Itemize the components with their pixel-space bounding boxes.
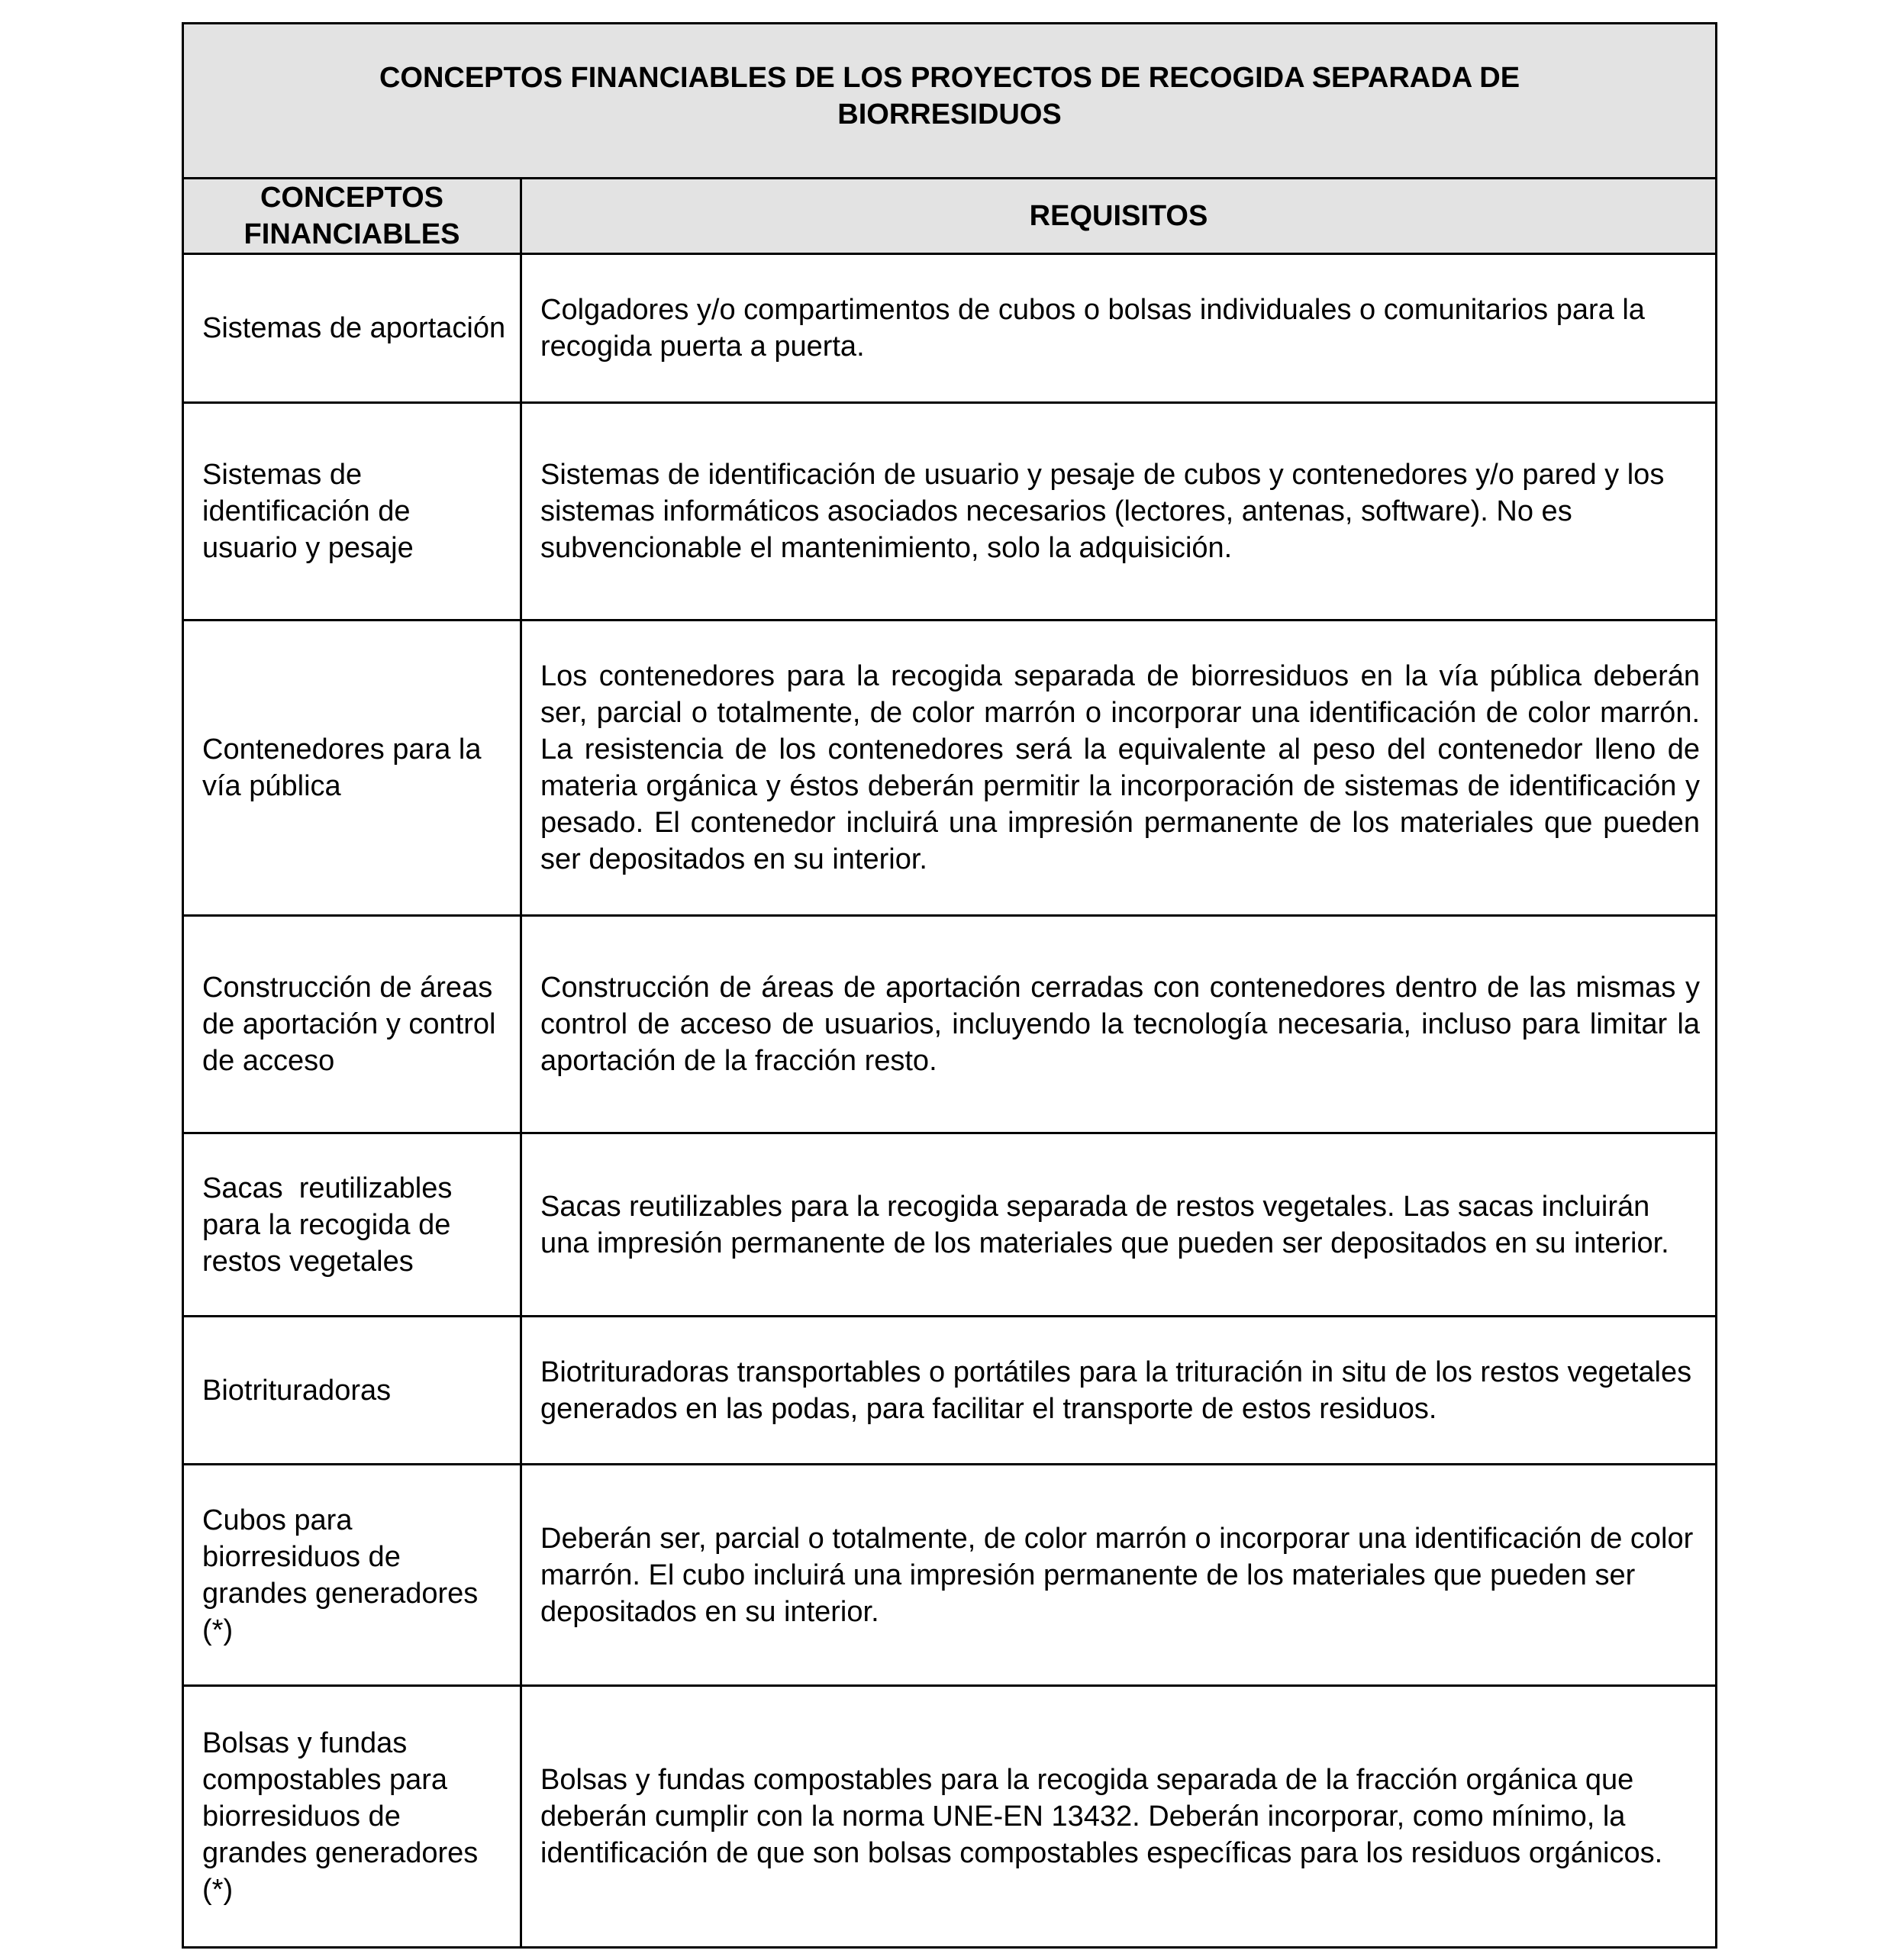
table-row (183, 621, 1717, 916)
requirements-cell: Sistemas de identificación de usuario y pesaje de cubos y contenedores y/o pared y los sistemas informáticos asociados necesarios (lectores, antenas, software). No es subvencionable el mantenimiento, solo la adquisición. (521, 403, 1717, 621)
concept-cell: Construcción de áreas de aportación y control de acceso (183, 916, 521, 1133)
table-row (183, 1465, 1717, 1686)
table-header-row (183, 179, 1717, 254)
column-header-concepts: CONCEPTOS FINANCIABLES (183, 179, 521, 254)
concept-cell: Bolsas y fundas compostables para biorresiduos de grandes generadores (*) (183, 1686, 521, 1948)
concept-cell: Biotrituradoras (183, 1317, 521, 1465)
requirements-cell: Deberán ser, parcial o totalmente, de color marrón o incorporar una identificación de color marrón. El cubo incluirá una impresión permanente de los materiales que pueden ser depositados en su interior. (521, 1465, 1717, 1686)
table-title-row (183, 24, 1717, 179)
concept-cell: Sacas reutilizables para la recogida de restos vegetales (183, 1133, 521, 1317)
concept-cell: Sistemas de identificación de usuario y pesaje (183, 403, 521, 621)
table-row (183, 254, 1717, 403)
table-row (183, 916, 1717, 1133)
concept-cell: Sistemas de aportación (183, 254, 521, 403)
requirements-cell: Sacas reutilizables para la recogida separada de restos vegetales. Las sacas incluirán una impresión permanente de los materiales que pueden ser depositados en su interior. (521, 1133, 1717, 1317)
table-row (183, 1686, 1717, 1948)
financeable-concepts-table (182, 22, 1717, 1949)
requirements-cell: Biotrituradoras transportables o portátiles para la trituración in situ de los restos vegetales generados en las podas, para facilitar el transporte de estos residuos. (521, 1317, 1717, 1465)
requirements-cell: Construcción de áreas de aportación cerradas con contenedores dentro de las mismas y control de acceso de usuarios, incluyendo la tecnología necesaria, incluso para limitar la aportación de la fracción resto. (521, 916, 1717, 1133)
requirements-cell: Bolsas y fundas compostables para la recogida separada de la fracción orgánica que deberán cumplir con la norma UNE-EN 13432. Deberán incorporar, como mínimo, la identificación de que son bolsas compostables específicas para los residuos orgánicos. (521, 1686, 1717, 1948)
table-row (183, 403, 1717, 621)
column-header-requirements: REQUISITOS (521, 179, 1717, 254)
requirements-cell: Colgadores y/o compartimentos de cubos o bolsas individuales o comunitarios para la recogida puerta a puerta. (521, 254, 1717, 403)
requirements-cell: Los contenedores para la recogida separada de biorresiduos en la vía pública deberán ser, parcial o totalmente, de color marrón o incorporar una identificación de color marrón. La resistencia de los contenedores será la equivalente al peso del contenedor lleno de materia orgánica y éstos deberán permitir la incorporación de sistemas de identificación y pesado. El contenedor incluirá una impresión permanente de los materiales que pueden ser depositados en su interior. (521, 621, 1717, 916)
concept-cell: Contenedores para la vía pública (183, 621, 521, 916)
concept-cell: Cubos para biorresiduos de grandes generadores (*) (183, 1465, 521, 1686)
table-row (183, 1133, 1717, 1317)
table-row (183, 1317, 1717, 1465)
table-title: CONCEPTOS FINANCIABLES DE LOS PROYECTOS DE RECOGIDA SEPARADA DE BIORRESIDUOS (183, 24, 1717, 179)
